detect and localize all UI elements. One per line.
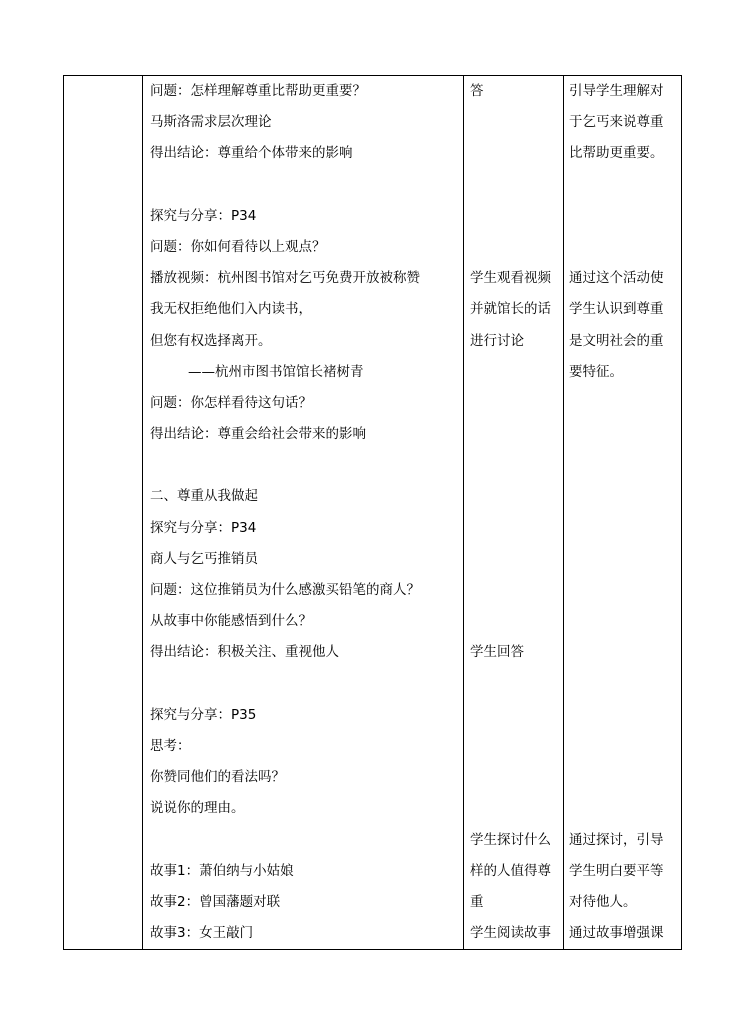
design-intent-line xyxy=(569,762,679,793)
student-activity-line xyxy=(470,388,562,419)
content-line: 探究与分享：P35 xyxy=(150,706,257,723)
content-line: 二、尊重从我做起 xyxy=(150,488,258,505)
student-activity-line xyxy=(470,762,562,793)
content-line: 得出结论：积极关注、重视他人 xyxy=(150,644,339,661)
design-intent-line: 引导学生理解对 xyxy=(569,83,664,99)
design-intent-line xyxy=(569,232,679,263)
student-activity-line xyxy=(470,513,562,544)
student-activity-line: 答 xyxy=(470,83,484,99)
column-divider xyxy=(463,76,464,949)
design-intent-line: 通过探讨，引导 xyxy=(569,831,664,848)
lesson-table xyxy=(63,75,682,950)
student-activity-line xyxy=(470,793,562,824)
content-line: 思考： xyxy=(150,737,191,754)
student-activity-line: 学生回答 xyxy=(470,644,524,661)
content-line: 探究与分享：P34 xyxy=(150,207,257,224)
design-intent-line xyxy=(569,419,679,450)
student-activity-line xyxy=(470,575,562,606)
content-line: 故事3：女王敲门 xyxy=(150,925,254,942)
design-intent-line xyxy=(569,575,679,606)
design-intent-line xyxy=(569,606,679,637)
content-line xyxy=(150,450,460,481)
student-activity-line xyxy=(470,201,562,232)
content-line: 问题：这位推销员为什么感激买铅笔的商人？ xyxy=(150,582,420,598)
design-intent-column xyxy=(569,76,679,949)
student-activity-line xyxy=(470,481,562,512)
student-activity-line xyxy=(470,606,562,637)
design-intent-line: 于乞丐来说尊重 xyxy=(569,114,664,131)
student-activity-line xyxy=(470,232,562,263)
design-intent-line: 比帮助更重要。 xyxy=(569,145,664,162)
student-activity-line xyxy=(470,170,562,201)
design-intent-line xyxy=(569,513,679,544)
content-line xyxy=(150,669,460,700)
design-intent-line xyxy=(569,637,679,668)
design-intent-line: 通过这个活动使 xyxy=(569,270,664,287)
design-intent-line: 要特征。 xyxy=(569,363,623,380)
content-line: 你赞同他们的看法吗？ xyxy=(150,769,285,786)
content-line: 故事2：曾国藩题对联 xyxy=(150,893,281,910)
design-intent-line xyxy=(569,669,679,700)
student-activity-line: 学生观看视频 xyxy=(470,270,551,287)
design-intent-line xyxy=(569,731,679,762)
student-activity-line xyxy=(470,357,562,388)
design-intent-line xyxy=(569,450,679,481)
content-line: 但您有权选择离开。 xyxy=(150,332,272,349)
column-divider xyxy=(142,76,143,949)
content-line: 故事1：萧伯纳与小姑娘 xyxy=(150,862,294,879)
student-activity-line xyxy=(470,138,562,169)
content-line: 说说你的理由。 xyxy=(150,800,245,817)
student-activity-line: 并就馆长的话 xyxy=(470,301,551,318)
student-activity-line: 学生探讨什么 xyxy=(470,831,551,848)
content-line: 我无权拒绝他们入内读书， xyxy=(150,301,312,318)
student-activity-line xyxy=(470,731,562,762)
teaching-content-column xyxy=(150,76,460,949)
content-line: 从故事中你能感悟到什么？ xyxy=(150,613,312,630)
student-activity-line xyxy=(470,669,562,700)
content-line: 商人与乞丐推销员 xyxy=(150,550,258,567)
content-line: 问题：你怎样看待这句话？ xyxy=(150,394,312,411)
student-activity-line xyxy=(470,419,562,450)
design-intent-line xyxy=(569,201,679,232)
design-intent-line: 学生明白要平等 xyxy=(569,862,664,879)
student-activity-line: 进行讨论 xyxy=(470,332,524,349)
content-line: 得出结论：尊重会给社会带来的影响 xyxy=(150,426,366,443)
design-intent-line xyxy=(569,170,679,201)
content-line: 得出结论：尊重给个体带来的影响 xyxy=(150,145,353,162)
student-activity-line: 学生阅读故事 xyxy=(470,925,551,942)
student-activity-line xyxy=(470,450,562,481)
content-line: 播放视频：杭州图书馆对乞丐免费开放被称赞 xyxy=(150,270,420,287)
content-line: 问题：怎样理解尊重比帮助更重要？ xyxy=(150,83,366,99)
column-divider xyxy=(563,76,564,949)
design-intent-line: 学生认识到尊重 xyxy=(569,301,664,318)
student-activity-line xyxy=(470,107,562,138)
student-activity-line: 样的人值得尊 xyxy=(470,862,551,879)
design-intent-line: 是文明社会的重 xyxy=(569,332,664,349)
content-line: 马斯洛需求层次理论 xyxy=(150,114,272,131)
content-line: ——杭州市图书馆馆长褚树青 xyxy=(188,363,364,380)
student-activity-column xyxy=(470,76,562,949)
design-intent-line xyxy=(569,388,679,419)
content-line xyxy=(150,825,460,856)
content-line xyxy=(150,170,460,201)
design-intent-line xyxy=(569,793,679,824)
design-intent-line: 通过故事增强课 xyxy=(569,925,664,942)
content-line: 探究与分享：P34 xyxy=(150,519,257,536)
student-activity-line xyxy=(470,544,562,575)
content-line: 问题：你如何看待以上观点？ xyxy=(150,238,326,255)
design-intent-line xyxy=(569,481,679,512)
design-intent-line xyxy=(569,700,679,731)
student-activity-line: 重 xyxy=(470,893,484,910)
design-intent-line: 对待他人。 xyxy=(569,893,637,910)
student-activity-line xyxy=(470,700,562,731)
design-intent-line xyxy=(569,544,679,575)
